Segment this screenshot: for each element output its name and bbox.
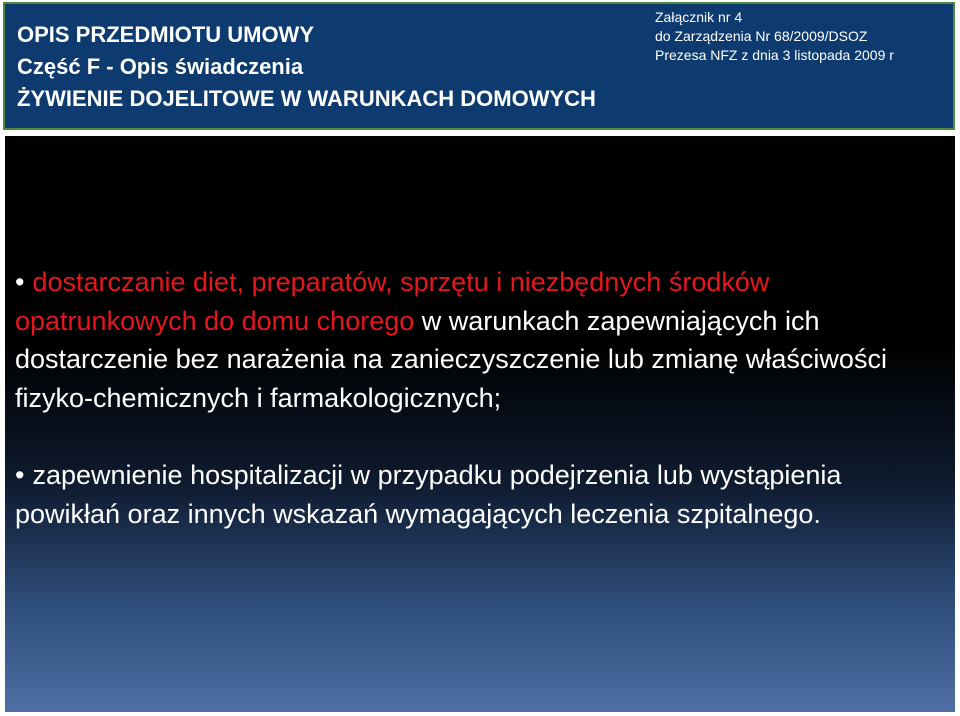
title-line-1: OPIS PRZEDMIOTU UMOWY bbox=[17, 22, 314, 47]
title-line-2: Część F - Opis świadczenia bbox=[17, 54, 304, 79]
content-panel bbox=[5, 136, 955, 712]
bullet-icon: • bbox=[15, 267, 25, 297]
bullet-icon: • bbox=[15, 460, 25, 490]
delivery-red-text: dostarczanie diet, preparatów, sprzętu i niezbędnych środków opatrunkowych do domu chorego bbox=[15, 267, 770, 336]
annex-note-line-3: Prezesa NFZ z dnia 3 listopada 2009 r bbox=[655, 47, 894, 63]
header-banner bbox=[3, 2, 955, 130]
annex-note-line-1: Załącznik nr 4 bbox=[655, 9, 743, 25]
delivery-white-text: w warunkach zapewniających ich dostarczenie bez narażenia na zanieczyszczenie lub zmianę właściwości fizyko-chemicznych i farmakologicznych; bbox=[15, 305, 887, 413]
hospitalization-text: zapewnienie hospitalizacji w przypadku podejrzenia lub wystąpienia powikłań oraz innych wskazań wymagających leczenia szpitalnego. bbox=[15, 460, 842, 529]
annex-note-line-2: do Zarządzenia Nr 68/2009/DSOZ bbox=[655, 28, 868, 44]
bullet-item-hospitalization bbox=[15, 456, 935, 533]
title-line-3: ŻYWIENIE DOJELITOWE W WARUNKACH DOMOWYCH bbox=[17, 86, 596, 111]
bullet-item-delivery bbox=[15, 263, 935, 417]
